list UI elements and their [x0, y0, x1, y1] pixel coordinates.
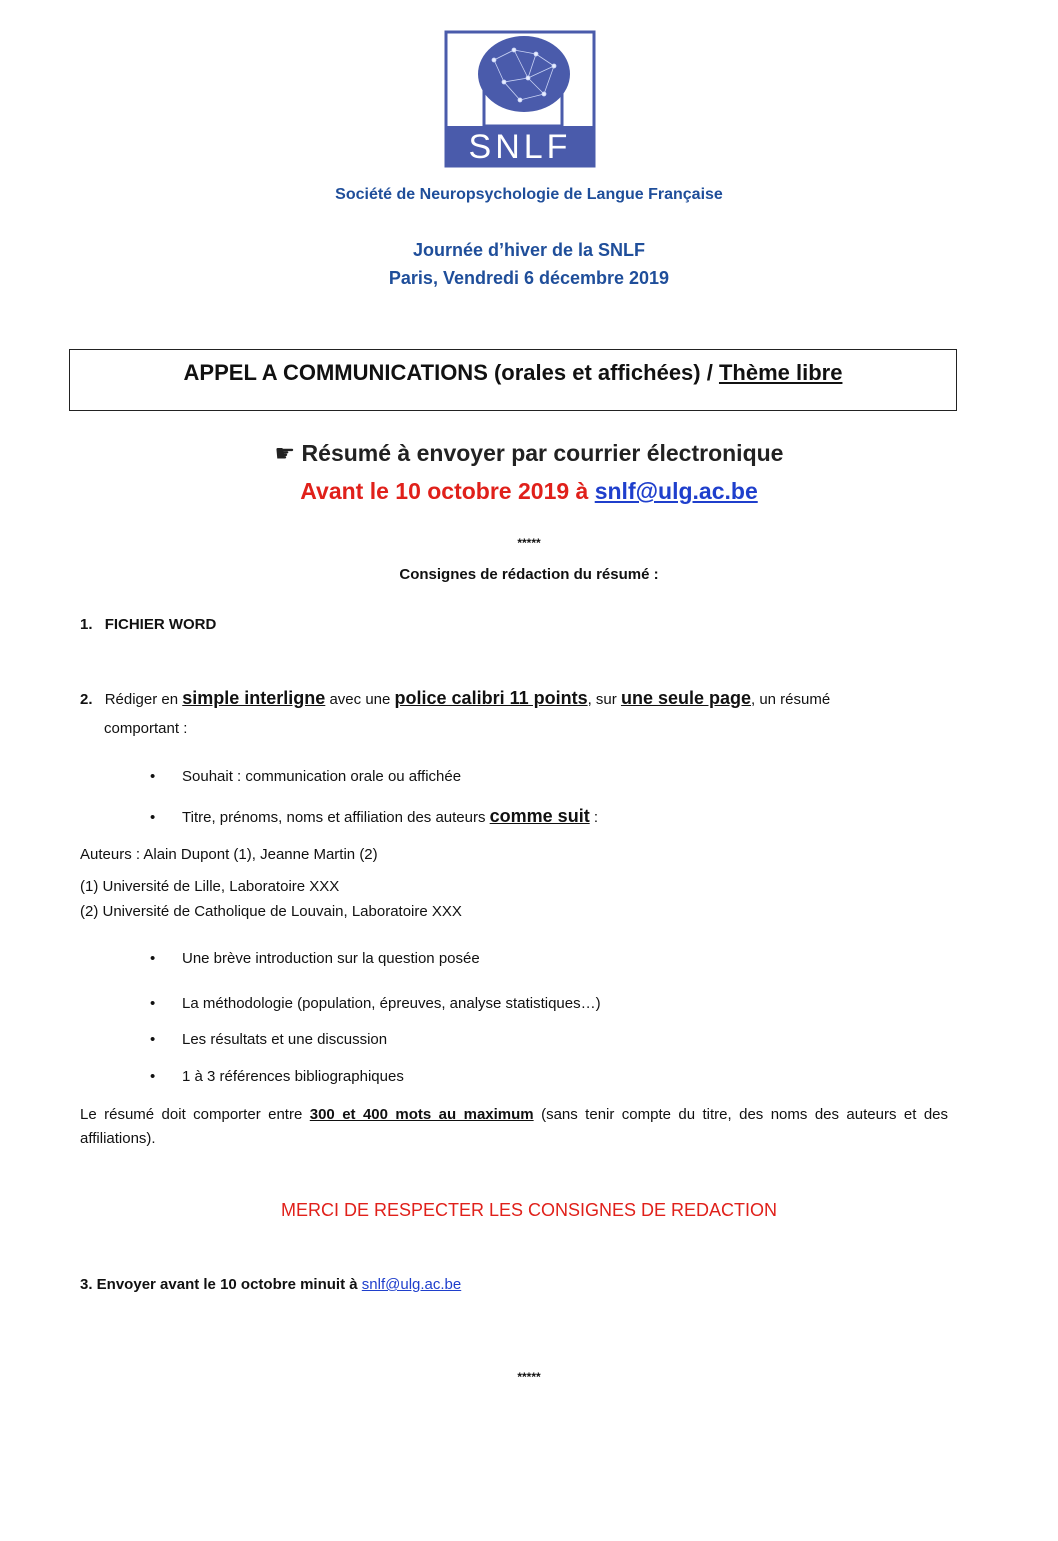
bullet-icon: •	[150, 809, 156, 826]
item-2	[80, 688, 830, 709]
call-title: APPEL A COMMUNICATIONS (orales et affichées) /	[183, 360, 713, 385]
bullet-icon: •	[150, 950, 156, 967]
pointing-hand-icon: ☛	[274, 440, 296, 466]
item-2-number: 2.	[80, 691, 93, 708]
event-title: Journée d’hiver de la SNLF	[412, 240, 646, 260]
bullet-resultats	[150, 1031, 387, 1048]
bullet-text: Titre, prénoms, noms et affiliation des auteurs	[182, 809, 486, 826]
comme-suit: comme suit	[489, 806, 590, 826]
item-3	[80, 1276, 461, 1293]
item-3-email-link[interactable]: snlf@ulg.ac.be	[361, 1276, 462, 1293]
authors-example: Auteurs : Alain Dupont (1), Jeanne Martin (2)	[80, 846, 378, 863]
submission-line	[0, 440, 1058, 467]
snlf-logo	[444, 30, 596, 168]
item-2-emph-1: simple interligne	[182, 688, 326, 708]
word-count-paragraph	[80, 1103, 948, 1151]
bullet-text: 1 à 3 références bibliographiques	[182, 1068, 404, 1085]
item-2-text-1: Rédiger en	[104, 691, 179, 708]
bullet-text: La méthodologie (population, épreuves, analyse statistiques…)	[182, 995, 601, 1012]
event-date: Paris, Vendredi 6 décembre 2019	[388, 268, 670, 288]
affiliation-2: (2) Université de Catholique de Louvain, Laboratoire XXX	[80, 903, 462, 920]
bullet-text: Une brève introduction sur la question posée	[182, 950, 480, 967]
affiliation-1: (1) Université de Lille, Laboratoire XXX	[80, 878, 340, 895]
bullet-text: Les résultats et une discussion	[182, 1031, 388, 1048]
deadline-line	[0, 478, 1058, 505]
svg-text:SNLF: SNLF	[468, 128, 572, 166]
reminder-text: MERCI DE RESPECTER LES CONSIGNES DE REDACTION	[280, 1200, 778, 1220]
item-2-continuation: comportant :	[104, 720, 188, 737]
item-3-text: 3. Envoyer avant le 10 octobre minuit à	[80, 1276, 358, 1293]
submission-instruction: Résumé à envoyer par courrier électronique	[301, 440, 784, 466]
call-for-papers-box	[69, 349, 957, 411]
bullet-references	[150, 1068, 404, 1085]
word-count-text-2: (sans tenir compte du titre, des noms des auteurs et des affiliations).	[80, 1106, 949, 1147]
deadline-text: Avant le 10 octobre 2019 à	[300, 478, 589, 504]
call-theme: Thème libre	[718, 360, 843, 385]
word-count-emphasis: 300 et 400 mots au maximum	[309, 1106, 534, 1123]
bullet-souhait	[150, 768, 461, 785]
bullet-icon: •	[150, 1031, 156, 1048]
bullet-icon: •	[150, 768, 156, 785]
org-name: Société de Neuropsychologie de Langue Française	[335, 186, 723, 203]
item-2-text-4: , un résumé	[751, 691, 831, 708]
separator-bottom: *****	[517, 1370, 541, 1384]
item-2-text-3: , sur	[587, 691, 617, 708]
item-1-number: 1.	[80, 616, 93, 633]
email-link[interactable]: snlf@ulg.ac.be	[594, 478, 758, 504]
colon: :	[593, 809, 599, 826]
item-2-text-2: avec une	[329, 691, 391, 708]
word-count-text-1: Le résumé doit comporter entre	[80, 1106, 303, 1123]
separator-top: *****	[517, 536, 541, 550]
item-1	[80, 616, 216, 633]
item-2-emph-3: une seule page	[620, 688, 751, 708]
bullet-methodologie	[150, 995, 601, 1012]
bullet-icon: •	[150, 1068, 156, 1085]
bullet-introduction	[150, 950, 480, 967]
item-1-text: FICHIER WORD	[104, 616, 217, 633]
instructions-heading: Consignes de rédaction du résumé :	[399, 566, 659, 583]
bullet-titre	[150, 806, 598, 827]
bullet-icon: •	[150, 995, 156, 1012]
bullet-text: Souhait : communication orale ou affichée	[182, 768, 462, 785]
item-2-emph-2: police calibri 11 points	[394, 688, 588, 708]
